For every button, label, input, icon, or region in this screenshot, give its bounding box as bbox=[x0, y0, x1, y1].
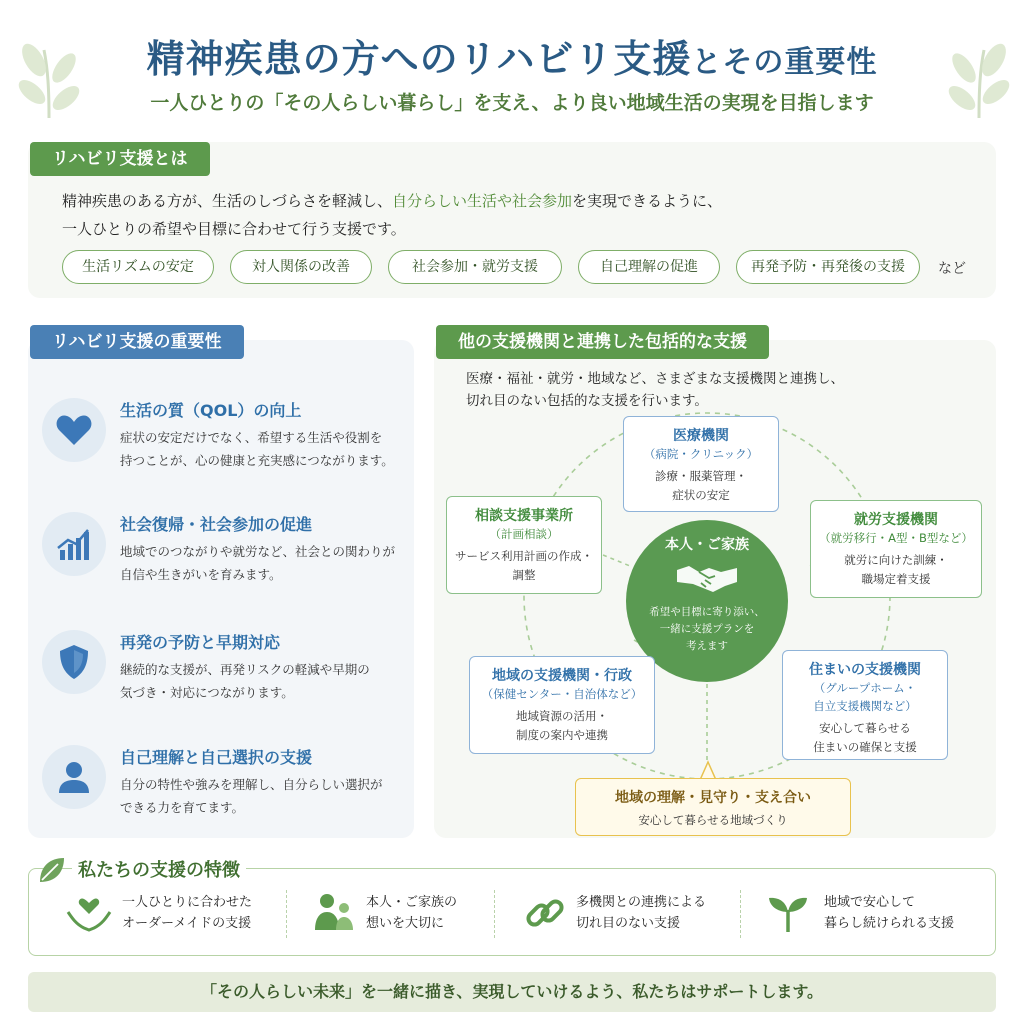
node-consultation bbox=[446, 496, 602, 594]
node-local-government-desc-2: 制度の案内や連携 bbox=[516, 728, 608, 742]
importance-item-2-desc-1: 地域でのつながりや就労など、社会との関わりが bbox=[120, 544, 396, 559]
importance-item-1-icon-wrap bbox=[42, 398, 106, 462]
importance-item-4-desc-1: 自分の特性や強みを理解し、自分らしい選択が bbox=[120, 777, 383, 792]
features-leaf-icon bbox=[36, 854, 68, 886]
feature-1-line-2: オーダーメイドの支援 bbox=[122, 916, 252, 931]
node-consultation-desc-1: サービス利用計画の作成・ bbox=[455, 549, 593, 563]
right-leaf-decoration-icon bbox=[944, 30, 1014, 120]
node-housing-title: 住まいの支援機関 bbox=[809, 662, 921, 678]
network-heading: 他の支援機関と連携した包括的な支援 bbox=[436, 325, 769, 359]
pill-relapse-prevention: 再発予防・再発後の支援 bbox=[736, 250, 920, 284]
node-employment bbox=[810, 500, 982, 598]
family-icon bbox=[312, 892, 356, 934]
network-intro-2: 切れ目のない包括的な支援を行います。 bbox=[466, 393, 708, 409]
node-housing-desc-1: 安心して暮らせる bbox=[819, 721, 911, 735]
feature-2-line-2: 想いを大切に bbox=[366, 916, 445, 931]
caring-hands-icon bbox=[66, 892, 112, 934]
pill-social-participation: 社会参加・就労支援 bbox=[388, 250, 562, 284]
footer-message: 「その人らしい未来」を一緒に描き、実現していけるよう、私たちはサポートします。 bbox=[28, 972, 996, 1012]
page-title-tail: とその重要性 bbox=[691, 45, 878, 80]
node-local-government-desc-1: 地域資源の活用・ bbox=[516, 709, 608, 723]
importance-item-4-title: 自己理解と自己選択の支援 bbox=[120, 748, 313, 767]
node-employment-sub: （就労移行・A型・B型など） bbox=[819, 531, 973, 545]
about-highlight: 自分らしい生活や社会参加 bbox=[392, 192, 573, 210]
importance-item-1-desc-2: 持つことが、心の健康と充実感につながります。 bbox=[120, 453, 394, 468]
node-consultation-sub: （計画相談） bbox=[489, 527, 559, 541]
node-employment-desc-1: 就労に向けた訓練・ bbox=[844, 553, 948, 567]
center-desc-1: 希望や目標に寄り添い、 bbox=[649, 606, 765, 618]
node-medical-desc-1: 診療・服薬管理・ bbox=[655, 469, 747, 483]
node-consultation-desc-2: 調整 bbox=[512, 568, 536, 582]
feature-divider-1 bbox=[286, 890, 287, 938]
feature-4-line-2: 暮らし続けられる支援 bbox=[824, 916, 955, 931]
page-title-main: 精神疾患の方へのリハビリ支援 bbox=[146, 37, 692, 81]
page-title bbox=[90, 28, 934, 83]
pill-self-understanding: 自己理解の促進 bbox=[578, 250, 720, 284]
feature-4-line-1: 地域で安心して bbox=[824, 895, 916, 910]
features-heading: 私たちの支援の特徴 bbox=[72, 856, 246, 882]
node-housing-sub-1: （グループホーム・ bbox=[813, 681, 917, 695]
node-consultation-title: 相談支援事業所 bbox=[475, 508, 573, 524]
sprout-icon bbox=[766, 892, 810, 934]
node-housing-sub-2: 自立支援機関など） bbox=[813, 699, 917, 713]
network-intro-1: 医療・福祉・就労・地域など、さまざまな支援機関と連携し、 bbox=[466, 371, 844, 387]
node-medical bbox=[623, 416, 779, 512]
chain-link-icon bbox=[524, 892, 566, 934]
importance-item-1-desc-1: 症状の安定だけでなく、希望する生活や役割を bbox=[120, 430, 383, 445]
node-community-title: 地域の理解・見守り・支え合い bbox=[615, 790, 811, 806]
about-line-1-b: を実現できるように、 bbox=[572, 192, 723, 210]
importance-heading: リハビリ支援の重要性 bbox=[30, 325, 244, 359]
feature-divider-3 bbox=[740, 890, 741, 938]
importance-item-4-desc-2: できる力を育てます。 bbox=[120, 800, 245, 815]
importance-item-3-title: 再発の予防と早期対応 bbox=[120, 633, 281, 652]
center-desc-3: 考えます bbox=[686, 640, 728, 652]
node-housing bbox=[782, 650, 948, 760]
heart-icon bbox=[54, 410, 94, 450]
node-medical-desc-2: 症状の安定 bbox=[672, 488, 730, 502]
importance-item-4-icon-wrap bbox=[42, 745, 106, 809]
importance-item-3-desc-2: 気づき・対応につながります。 bbox=[120, 685, 294, 700]
pill-relationships: 対人関係の改善 bbox=[230, 250, 372, 284]
about-line-1-a: 精神疾患のある方が、生活のしづらさを軽減し、 bbox=[62, 192, 393, 210]
node-local-government-title: 地域の支援機関・行政 bbox=[492, 668, 632, 684]
node-housing-desc-2: 住まいの確保と支援 bbox=[813, 740, 917, 754]
community-callout-pointer bbox=[698, 760, 718, 780]
about-line-2: 一人ひとりの希望や目標に合わせて行う支援です。 bbox=[62, 220, 406, 238]
feature-3-line-1: 多機関との連携による bbox=[576, 895, 707, 910]
node-community bbox=[575, 778, 851, 836]
feature-1-line-1: 一人ひとりに合わせた bbox=[122, 895, 253, 910]
node-medical-title: 医療機関 bbox=[673, 428, 729, 444]
node-employment-desc-2: 職場定着支援 bbox=[861, 572, 931, 586]
node-community-desc: 安心して暮らせる地域づくり bbox=[638, 813, 788, 827]
center-title: 本人・ご家族 bbox=[665, 537, 749, 553]
feature-2-line-1: 本人・ご家族の bbox=[366, 895, 458, 910]
feature-divider-2 bbox=[494, 890, 495, 938]
node-local-government bbox=[469, 656, 655, 754]
about-line-1 bbox=[62, 186, 722, 216]
shield-icon bbox=[54, 642, 94, 682]
center-desc-2: 一緒に支援プランを bbox=[659, 623, 755, 635]
page-subtitle: 一人ひとりの「その人らしい暮らし」を支え、より良い地域生活の実現を目指します bbox=[150, 92, 874, 114]
about-heading: リハビリ支援とは bbox=[30, 142, 210, 176]
growth-chart-icon bbox=[54, 524, 94, 564]
handshake-icon bbox=[675, 560, 739, 594]
pills-etc: など bbox=[938, 261, 966, 277]
importance-item-2-title: 社会復帰・社会参加の促進 bbox=[120, 515, 313, 534]
node-employment-title: 就労支援機関 bbox=[854, 512, 938, 528]
person-icon bbox=[54, 757, 94, 797]
importance-item-3-icon-wrap bbox=[42, 630, 106, 694]
node-local-government-sub: （保健センター・自治体など） bbox=[481, 687, 643, 701]
pill-rhythm: 生活リズムの安定 bbox=[62, 250, 214, 284]
importance-item-2-icon-wrap bbox=[42, 512, 106, 576]
importance-item-2-desc-2: 自信や生きがいを育みます。 bbox=[120, 567, 282, 582]
importance-item-3-desc-1: 継続的な支援が、再発リスクの軽減や早期の bbox=[120, 662, 370, 677]
left-leaf-decoration-icon bbox=[14, 30, 84, 120]
importance-item-1-title: 生活の質（QOL）の向上 bbox=[120, 401, 302, 420]
node-medical-sub: （病院・クリニック） bbox=[643, 447, 759, 461]
feature-3-line-2: 切れ目のない支援 bbox=[576, 916, 681, 931]
